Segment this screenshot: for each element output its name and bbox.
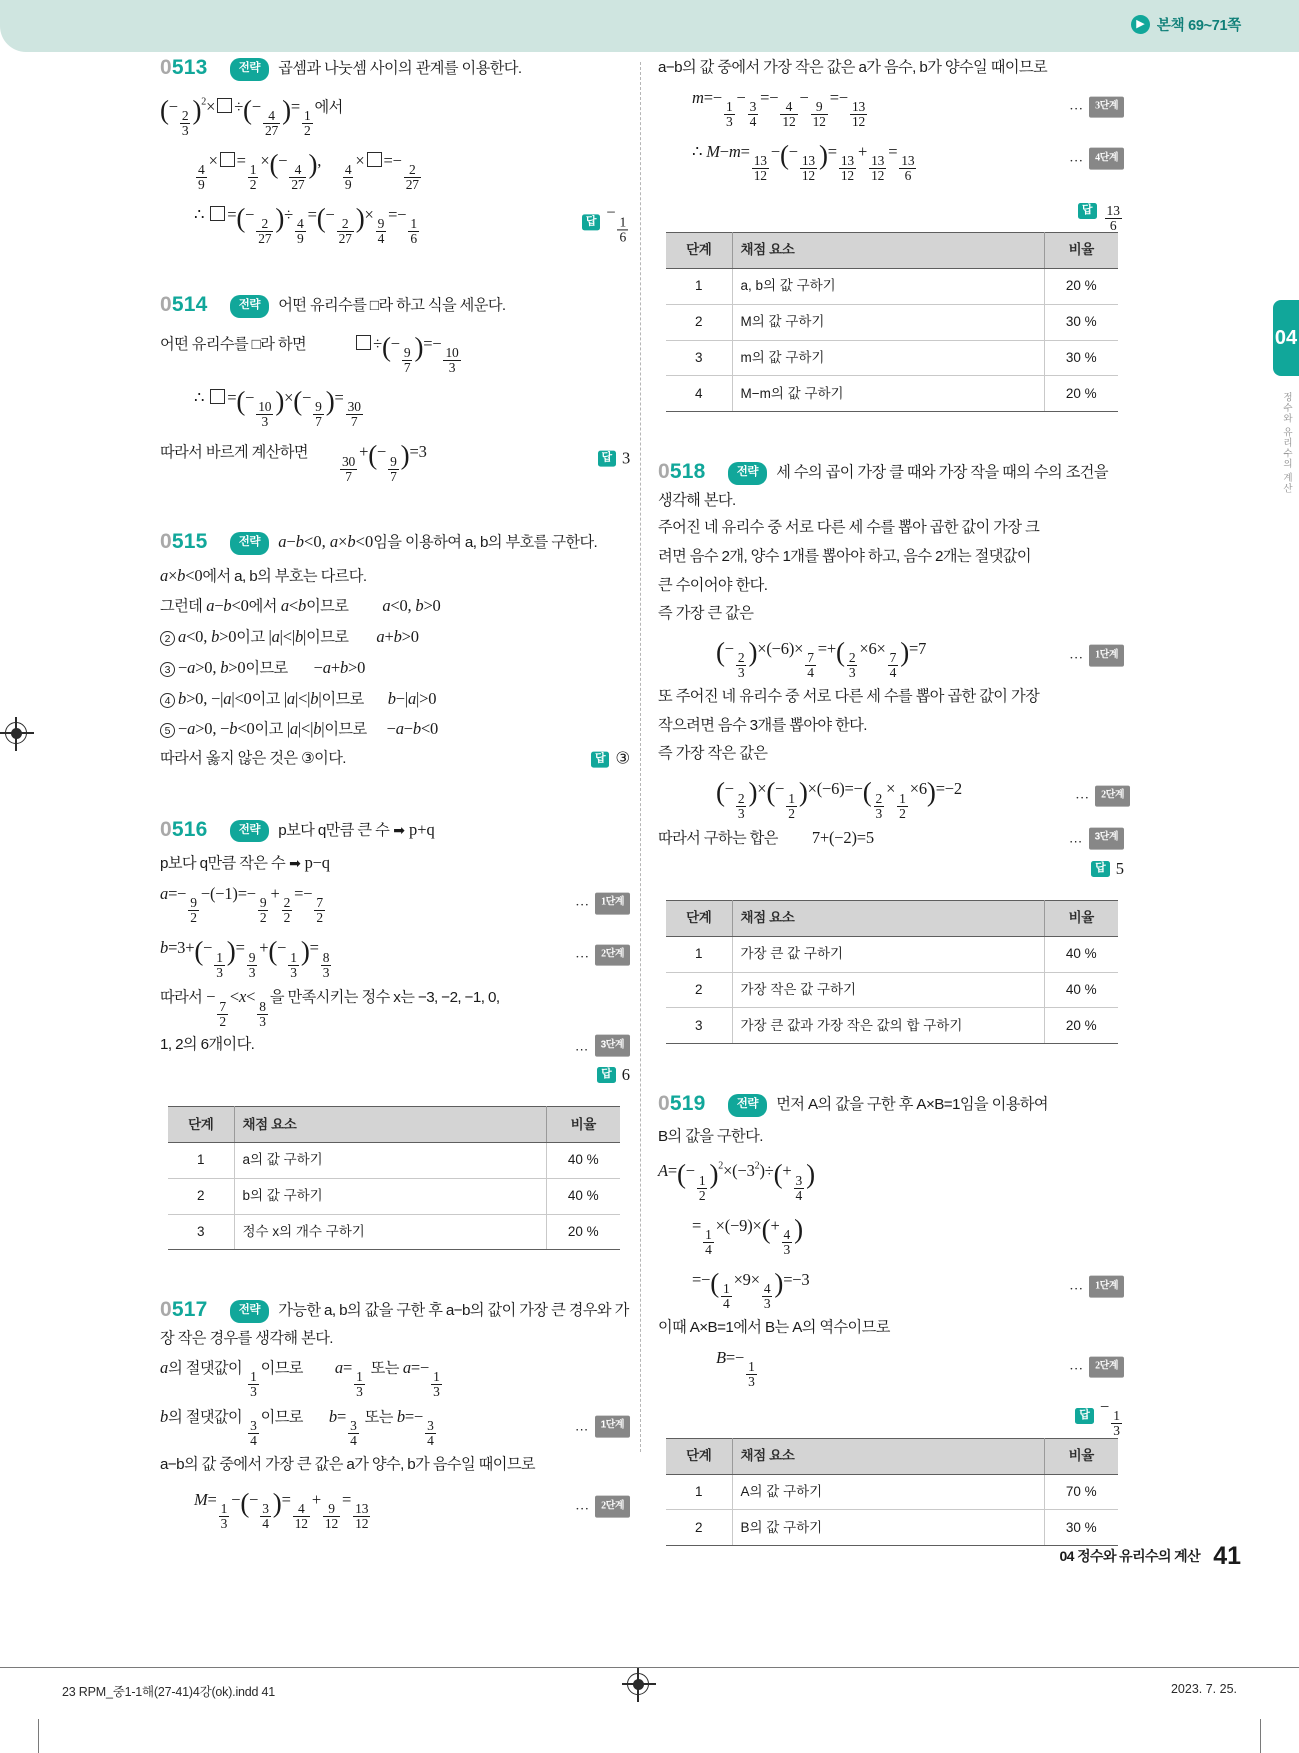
problem-0519-answer [1075, 1394, 1124, 1439]
problem-0518-line3: 큰 수이어야 한다. [658, 576, 768, 594]
problem-0515-line1: a×b<0에서 a, b의 부호는 다르다. [160, 565, 367, 585]
problem-0516-strategy-tail: p+q [408, 819, 435, 839]
opt5-tail: 이고 [254, 721, 283, 739]
problem-0516-heading [160, 814, 630, 847]
problem-0516-strategy-lead: p보다 q만큼 큰 수 [278, 821, 390, 839]
problem-0517-eq-Mm: ∴ M−m= $\frac{13}{12}$ −(− $\frac{13}{12}$ )= $\frac{13}{12}$ + $\frac{13}{12}$ = $\frac{13}{6}$ … 4단계 [658, 134, 1124, 184]
problem-0513-answer-value: − $\frac{1}{6}$ [606, 202, 626, 244]
dots: … [575, 1498, 591, 1514]
problem-0517-step-1 [575, 1415, 630, 1438]
problem-0514-strategy: 어떤 유리수를 □라 하고 식을 세운다. [278, 297, 506, 315]
dots: … [1069, 1278, 1085, 1294]
problem-0518-line4: 즉 가장 큰 값은 [658, 605, 754, 623]
problem-0513-strategy: 곱셈과 나눗셈 사이의 관계를 이용한다. [278, 60, 522, 77]
cell-element: 정수 x의 개수 구하기 [234, 1214, 546, 1250]
dots: … [1069, 1358, 1085, 1374]
problem-0516-eq-a: a=− $\frac{9}{2}$ −(−1)=− $\frac{9}{2}$ + $\frac{2}{2}$ =− $\frac{7}{2}$ … 1단계 [160, 881, 630, 926]
table-row [168, 1178, 620, 1214]
problem-0513-eq1: (− $\frac{2}{3}$ )$^2$× ÷(− $\frac{4}{27}$ )= $\frac{1}{2}$ 에서 [160, 94, 343, 139]
problem-0519-eq-A2: = $\frac{1}{4}$ ×(−9)×(+ $\frac{4}{3}$ ) [692, 1213, 803, 1258]
problem-0515-strategy: 임을 이용하여 a, b의 부호를 구한다. [373, 534, 598, 552]
problem-0518-heading [658, 456, 1124, 512]
cell-rate: 20 % [1044, 1008, 1118, 1044]
problem-0515-answer [591, 746, 630, 773]
problem-0517-grading-table [666, 232, 1118, 412]
problem-0518 [658, 456, 1124, 1044]
cell-rate: 40 % [546, 1142, 620, 1178]
problem-0517-line5 [658, 56, 1124, 81]
cell-rate: 40 % [546, 1178, 620, 1214]
chapter-edge-tab [1273, 300, 1299, 376]
opt3-imro: 이므로 [245, 659, 288, 677]
th-element: 채점 요소 [732, 232, 1044, 268]
dots: … [1069, 98, 1085, 114]
cell-step: 3 [666, 340, 732, 376]
problem-0517-eq-M: M= $\frac{1}{3}$ −(− $\frac{3}{4}$ )= $\frac{4}{12}$ + $\frac{9}{12}$ = $\frac{13}{12}$ … 2단계 [160, 1482, 630, 1532]
problem-0518-answer-row [658, 856, 1124, 884]
table-header-row [666, 232, 1118, 268]
l1-or: 또는 [370, 1359, 399, 1377]
problem-0518-line10-lead: 따라서 구하는 합은 [658, 830, 778, 848]
cell-step: 4 [666, 376, 732, 412]
option-number-5: 5 [160, 723, 175, 738]
problem-0518-line7: 작으려면 음수 3개를 뽑아야 한다. [658, 716, 867, 734]
left-column [160, 52, 630, 1536]
cell-step: 1 [666, 936, 732, 972]
opt2-tail: 이고 [236, 629, 265, 647]
right-arrow-icon: ➡ [289, 855, 301, 872]
dots: … [575, 946, 591, 962]
problem-0516-line1-tail: p−q [304, 853, 330, 873]
dots: … [574, 1418, 590, 1435]
problem-0519-step-2 [1069, 1356, 1124, 1379]
problem-0513-eq1-tail: 에서 [314, 98, 343, 116]
table-row [666, 936, 1118, 972]
cell-rate: 30 % [1044, 304, 1118, 340]
footer-page-number: 41 [1213, 1542, 1241, 1570]
problem-0515-conclusion [160, 747, 630, 772]
problem-0513-answer [582, 199, 630, 244]
problem-0516-concl-mid: 을 만족시키는 정수 x는 −3, −2, −1, 0, [269, 989, 500, 1007]
problem-0517-answer-value: $\frac{13}{6}$ [1106, 202, 1120, 233]
page-footer [1059, 1542, 1241, 1571]
cell-step: 2 [666, 1510, 732, 1546]
problem-0516-step-2 [575, 944, 630, 967]
cell-element: M−m의 값 구하기 [732, 376, 1044, 412]
problem-0517-line2: b의 절댓값이 $\frac{3}{4}$ 이므로 b= $\frac{3}{4}$ 또는 b=− $\frac{3}{4}$ … 1단계 [160, 1404, 630, 1449]
cell-rate: 70 % [1044, 1474, 1118, 1510]
problem-0517-line1: a의 절댓값이 $\frac{1}{3}$ 이므로 a= $\frac{1}{3}$ 또는 a=− $\frac{1}{3}$ [160, 1357, 440, 1400]
cell-element: a, b의 값 구하기 [732, 268, 1044, 304]
problem-0516-answer-row [160, 1062, 630, 1090]
problem-0518-number: 0518 [658, 460, 706, 484]
cell-element: 가장 큰 값과 가장 작은 값의 합 구하기 [732, 1008, 1044, 1044]
answer-chip: 답 [591, 751, 609, 767]
table-header-row [666, 900, 1118, 936]
table-header-row [168, 1107, 620, 1143]
crop-tick-right [1260, 1719, 1261, 1753]
th-element: 채점 요소 [732, 1438, 1044, 1474]
play-circle-icon: ▶ [1131, 15, 1150, 34]
problem-0514-eq3-lead: 따라서 바르게 계산하면 [160, 443, 308, 461]
strategy-chip: 전략 [230, 1300, 269, 1323]
dots: … [574, 1037, 590, 1054]
step-chip: 3단계 [1089, 96, 1124, 118]
cell-element: 가장 큰 값 구하기 [732, 936, 1044, 972]
strategy-chip: 전략 [230, 58, 269, 81]
problem-0517-step-2 [575, 1495, 630, 1518]
problem-0517-number: 0517 [160, 1298, 208, 1322]
problem-0516-answer [597, 1062, 630, 1089]
problem-0515-line2-mid: 에서 [248, 598, 277, 616]
problem-0514-eq2: ∴ =(− $\frac{10}{3}$ )×(− $\frac{9}{7}$ )= $\frac{30}{7}$ [194, 385, 361, 430]
problem-0516-step-3 [575, 1034, 630, 1057]
cell-rate: 20 % [1044, 268, 1118, 304]
problem-0518-answer [1091, 856, 1124, 883]
cell-rate: 30 % [1044, 1510, 1118, 1546]
dots: … [575, 895, 591, 911]
problem-0518-line1: 주어진 네 유리수 중 서로 다른 세 수를 뽑아 곱한 값이 가장 크 [658, 519, 1040, 537]
dots: … [1069, 150, 1085, 166]
th-step: 단계 [666, 232, 732, 268]
table-row [666, 268, 1118, 304]
strategy-chip: 전략 [728, 1094, 767, 1117]
problem-0517-heading [160, 1294, 630, 1350]
problem-0515-answer-value: ③ [615, 748, 630, 768]
answer-chip: 답 [1075, 1408, 1094, 1424]
problem-0519-eq-A1: A=(− $\frac{1}{2}$ )$^2\times(-3^2)\div(+$ $\frac{3}{4}$ ) [658, 1159, 815, 1204]
problem-0518-answer-value: 5 [1115, 858, 1124, 878]
cell-rate: 20 % [1044, 376, 1118, 412]
cell-element: 가장 작은 값 구하기 [732, 972, 1044, 1008]
strategy-chip: 전략 [728, 462, 767, 485]
problem-0518-grading-table [666, 900, 1118, 1044]
problem-0514-eq1-lead: 어떤 유리수를 □라 하면 [160, 335, 307, 353]
problem-0515-line2-tail: 이므로 [306, 598, 349, 616]
th-element: 채점 요소 [234, 1107, 546, 1143]
answer-chip: 답 [1091, 861, 1110, 877]
problem-0514-eq3: 따라서 바르게 계산하면 $\frac{30}{7}$ +(− $\frac{9}{7}$ )=3 답 3 [160, 439, 630, 484]
problem-0519-line5: 이때 A×B=1에서 B는 A의 역수이므로 [658, 1318, 890, 1336]
th-step: 단계 [666, 900, 732, 936]
table-row [168, 1214, 620, 1250]
step-chip: 2단계 [1095, 785, 1130, 807]
problem-0515 [160, 526, 630, 771]
problem-0515-line1-text: 에서 a, b의 부호는 다르다. [202, 567, 367, 585]
table-row [666, 1008, 1118, 1044]
problem-0519-answer-row [658, 1394, 1124, 1439]
problem-0513-heading [160, 52, 630, 85]
problem-0514-answer-value: 3 [621, 448, 630, 468]
problem-0514-eq1: 어떤 유리수를 □라 하면 ÷(− $\frac{9}{7}$ )=− $\frac{10}{3}$ [160, 331, 459, 376]
problem-0517-line3-text: a−b의 값 중에서 가장 큰 값은 a가 양수, b가 음수일 때이므로 [160, 1455, 535, 1473]
problem-0516-line1 [160, 850, 630, 877]
l2-or: 또는 [364, 1408, 393, 1426]
chapter-edge-vertical-text: 정수와 유리수의 계산 [1281, 392, 1292, 494]
problem-0519-step-1 [1069, 1276, 1124, 1299]
problem-0517-line3 [160, 1453, 630, 1478]
step-chip: 2단계 [595, 944, 630, 966]
cell-step: 1 [666, 1474, 732, 1510]
problem-0517 [160, 1294, 630, 1531]
problem-0517-answer-row [658, 188, 1124, 233]
dots: … [1075, 787, 1091, 803]
opt4-tail: 이고 [251, 690, 280, 708]
problem-0516-conclusion-2 [160, 1033, 630, 1058]
table-row [168, 1142, 620, 1178]
problem-0515-option-3: 3 −a>0, b>0이므로 −a+b>0 [160, 655, 630, 682]
table-row [666, 972, 1118, 1008]
problem-0514-answer [598, 446, 631, 473]
table-row [666, 376, 1118, 412]
cell-step: 1 [666, 268, 732, 304]
th-rate: 비율 [1044, 1438, 1118, 1474]
step-chip: 1단계 [595, 1416, 630, 1438]
problem-0517-step-4 [1069, 148, 1124, 171]
step-chip: 2단계 [595, 1496, 630, 1518]
strategy-chip: 전략 [230, 295, 269, 318]
step-chip: 1단계 [1089, 1276, 1124, 1298]
cell-element: M의 값 구하기 [732, 304, 1044, 340]
problem-0518-step-1 [1069, 645, 1124, 668]
cell-rate: 20 % [546, 1214, 620, 1250]
problem-0516-conclusion-1: 따라서 − $\frac{7}{2}$ <x< $\frac{8}{3}$ 을 만족시키는 정수 x는 −3, −2, −1, 0, [160, 987, 500, 1029]
problem-0517-eq-m: m=− $\frac{1}{3}$ − $\frac{3}{4}$ =− $\frac{4}{12}$ − $\frac{9}{12}$ =− $\frac{13}{12}$ … 3단계 [658, 85, 1124, 130]
print-date: 2023. 7. 25. [1170, 1682, 1237, 1696]
problem-0513 [160, 52, 630, 247]
table-row [666, 1510, 1118, 1546]
problem-0518-step-2 [1075, 785, 1130, 808]
problem-0515-line2-lead: 그런데 [160, 598, 203, 616]
step-chip: 1단계 [595, 893, 630, 915]
problem-0519-number: 0519 [658, 1092, 706, 1116]
answer-chip: 답 [582, 214, 600, 230]
problem-0515-option-5: 5 −a>0, −b<0이고 |a|<|b|이므로 −a−b<0 [160, 716, 630, 743]
cell-rate: 40 % [1044, 936, 1118, 972]
cell-rate: 40 % [1044, 972, 1118, 1008]
problem-0514 [160, 289, 630, 484]
strategy-chip: 전략 [230, 820, 269, 843]
problem-0514-number: 0514 [160, 293, 208, 317]
problem-0515-number: 0515 [160, 530, 208, 554]
cell-step: 2 [666, 972, 732, 1008]
th-element: 채점 요소 [732, 900, 1044, 936]
problem-0515-option-4: 4 b>0, −|a|<0이고 |a|<|b|이므로 b−|a|>0 [160, 686, 630, 713]
crop-tick-left [38, 1719, 39, 1753]
th-step: 단계 [168, 1107, 234, 1143]
cell-step: 2 [666, 304, 732, 340]
problem-0516-eq-b: b=3+(− $\frac{1}{3}$ )= $\frac{9}{3}$ +(− $\frac{1}{3}$ )= $\frac{8}{3}$ … 2단계 [160, 930, 630, 980]
problem-0514-heading [160, 289, 630, 322]
print-info-bar [0, 1667, 1299, 1753]
strategy-chip: 전략 [230, 532, 269, 555]
problem-0516-step-1 [575, 892, 630, 915]
cell-element: A의 값 구하기 [732, 1474, 1044, 1510]
l1-mid: 이므로 [260, 1359, 303, 1377]
right-column [658, 52, 1124, 1552]
problem-0513-eq3: ∴ =(− $\frac{2}{27}$ )÷ $\frac{4}{9}$ =(− $\frac{2}{27}$ )× $\frac{9}{4}$ =− $\frac{1}{6}$ 답 − $\frac{1}{6}$ [160, 197, 630, 247]
problem-0519 [658, 1088, 1124, 1546]
answer-chip: 답 [1078, 203, 1097, 219]
problem-0518-eq-max: (− $\frac{2}{3}$ )×(−6)× $\frac{7}{4}$ =+( $\frac{2}{3}$ ×6× $\frac{7}{4}$ )=7 … 1단계 [658, 631, 1124, 681]
chapter-edge-tab-label: 04 [1274, 327, 1298, 349]
l2-mid: 이므로 [260, 1408, 303, 1426]
step-chip: 3단계 [1089, 828, 1124, 850]
problem-0518-strategy: 세 수의 곱이 가장 클 때와 가장 작을 때의 수의 조건을 생각해 본다. [658, 464, 1108, 509]
th-step: 단계 [666, 1438, 732, 1474]
problem-0517-answer [1078, 188, 1124, 233]
cell-step: 1 [168, 1142, 234, 1178]
problem-0518-line10 [658, 825, 1124, 852]
cell-element: m의 값 구하기 [732, 340, 1044, 376]
cell-step: 3 [168, 1214, 234, 1250]
dots: … [1069, 647, 1085, 663]
step-chip: 1단계 [1089, 645, 1124, 667]
problem-0516-concl-tail: 1, 2의 6개이다. [160, 1036, 255, 1054]
cell-step: 2 [168, 1178, 234, 1214]
dots: … [1068, 830, 1084, 847]
cell-step: 3 [666, 1008, 732, 1044]
problem-0516-grading-table [168, 1106, 620, 1250]
problem-0517-step-3 [1069, 96, 1124, 119]
problem-0516-line1-lead: p보다 q만큼 작은 수 [160, 855, 286, 873]
th-rate: 비율 [1044, 232, 1118, 268]
problem-0515-line2: 그런데 a−b<0에서 a<b이므로 a<0, b>0 [160, 596, 441, 616]
cell-element: a의 값 구하기 [234, 1142, 546, 1178]
problem-0515-conclusion-text: 따라서 옳지 않은 것은 ③이다. [160, 749, 346, 767]
problem-0516-number: 0516 [160, 817, 208, 841]
registration-mark-left [5, 722, 27, 744]
table-row [666, 340, 1118, 376]
step-chip: 3단계 [595, 1035, 630, 1057]
problem-0519-heading [658, 1088, 1124, 1121]
problem-0516 [160, 814, 630, 1251]
right-arrow-icon: ➡ [393, 821, 405, 838]
cell-rate: 30 % [1044, 340, 1118, 376]
th-rate: 비율 [1044, 900, 1118, 936]
problem-0519-eq-B: B=− $\frac{1}{3}$ … 2단계 [658, 1345, 1124, 1390]
step-chip: 4단계 [1089, 148, 1124, 170]
opt5-imro: 이므로 [324, 721, 367, 739]
option-number-3: 3 [160, 662, 175, 677]
problem-0518-line2: 려면 음수 2개, 양수 1개를 뽑아야 하고, 음수 2개는 절댓값이 [658, 548, 1031, 566]
opt4-imro: 이므로 [321, 690, 364, 708]
answer-chip: 답 [597, 1067, 616, 1083]
problem-0513-eq2: $\frac{4}{9}$ × = $\frac{1}{2}$ ×(− $\frac{4}{27}$ ), $\frac{4}{9}$ × =− $\frac{2}{27}$ [198, 148, 419, 193]
problem-0519-answer-value: − $\frac{1}{3}$ [1099, 1396, 1120, 1439]
table-header-row [666, 1438, 1118, 1474]
cell-element: B의 값 구하기 [732, 1510, 1044, 1546]
problem-0519-grading-table [666, 1438, 1118, 1547]
reference-banner [1131, 14, 1241, 35]
problem-0516-answer-value: 6 [621, 1065, 630, 1085]
step-chip: 2단계 [1089, 1356, 1124, 1378]
problem-0517-continued [658, 56, 1124, 412]
problem-0519-strategy-tail: B의 값을 구한다. [658, 1127, 763, 1145]
table-row [666, 1474, 1118, 1510]
problem-0518-eq-min: (− $\frac{2}{3}$ )×(− $\frac{1}{2}$ )×(−6)=−( $\frac{2}{3}$ × $\frac{1}{2}$ ×6)=−2 … 2단계 [658, 771, 1124, 821]
answer-chip: 답 [598, 451, 616, 467]
problem-0515-option-2: 2 a<0, b>0이고 |a|<|b|이므로 a+b>0 [160, 624, 630, 651]
problem-0516-concl-lead: 따라서 [160, 989, 203, 1007]
problem-0519-strategy-lead: 먼저 A의 값을 구한 후 A×B=1임을 이용하여 [776, 1096, 1048, 1114]
table-row [666, 304, 1118, 340]
problem-0518-line10-math: 7+(−2)=5 [811, 828, 874, 848]
column-divider [640, 62, 641, 1452]
page-top-band [0, 0, 1299, 52]
problem-0513-number: 0513 [160, 56, 208, 79]
problem-0515-heading: 0515 전략 a−b<0, a×b<0임을 이용하여 a, b의 부호를 구한다. [160, 530, 598, 554]
problem-0518-line8: 즉 가장 작은 값은 [658, 745, 768, 763]
problem-0518-step-3 [1069, 827, 1124, 850]
footer-chapter: 04 정수와 유리수의 계산 [1059, 1548, 1201, 1564]
opt2-imro: 이므로 [306, 629, 349, 647]
cell-element: b의 값 구하기 [234, 1178, 546, 1214]
print-filename: 23 RPM_중1-1해(27-41)4강(ok).indd 41 [62, 1685, 276, 1699]
option-number-2: 2 [160, 631, 175, 646]
th-rate: 비율 [546, 1107, 620, 1143]
reference-text: 본책 69~71쪽 [1156, 18, 1241, 34]
problem-0518-line6: 또 주어진 네 유리수 중 서로 다른 세 수를 뽑아 곱한 값이 가장 [658, 688, 1040, 706]
problem-0517-line5-text: a−b의 값 중에서 가장 작은 값은 a가 음수, b가 양수일 때이므로 [658, 59, 1048, 76]
option-number-4: 4 [160, 693, 175, 708]
problem-0517-strategy: 가능한 a, b의 값을 구한 후 a−b의 값이 가장 큰 경우와 가장 작은 경우를 생각해 본다. [160, 1302, 629, 1348]
problem-0519-eq-A3: =−( $\frac{1}{4}$ ×9× $\frac{4}{3}$ )=−3 … 1단계 [658, 1262, 1124, 1312]
